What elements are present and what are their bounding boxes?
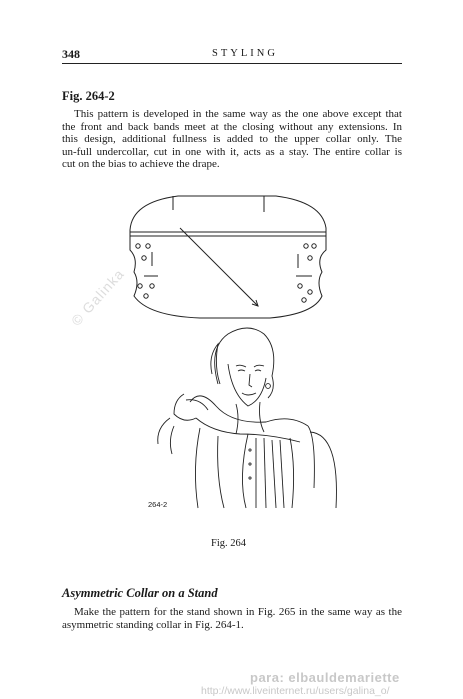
footer-watermark-brand: para: elbauldemariette	[250, 670, 400, 685]
section-title: Asymmetric Collar on a Stand	[62, 586, 218, 600]
running-head: STYLING	[212, 48, 278, 59]
fig-264-2-paragraph	[62, 108, 402, 171]
paragraph-line: the front and back bands meet at the closing without any extensions. In	[62, 120, 402, 133]
fig-264-2-heading: Fig. 264-2	[62, 89, 115, 103]
page-number: 348	[62, 47, 80, 61]
collar-illustration	[100, 188, 360, 518]
figure-caption: Fig. 264	[211, 538, 247, 549]
paragraph-line: Make the pattern for the stand shown in Fig. 265 in the same way as the	[74, 606, 402, 618]
paragraph-line: This pattern is developed in the same way as the one above except that	[74, 108, 402, 120]
footer-watermark-url: http://www.liveinternet.ru/users/galina_o/	[201, 685, 390, 697]
collar-pattern-drawing	[130, 196, 326, 318]
diagonal-watermark: © Galinka	[68, 265, 128, 329]
asymmetric-paragraph	[62, 606, 402, 631]
figure-label: 264-2	[148, 500, 168, 509]
paragraph-line: un-full undercollar, cut in one with it, acts as a stay. The entire collar is	[62, 145, 402, 158]
header-rule	[62, 63, 402, 64]
paragraph-line: this design, additional fullness is added to the upper collar only. The	[62, 133, 402, 146]
paragraph-line: cut on the bias to achieve the drape.	[62, 158, 220, 171]
model-figure-drawing	[158, 328, 337, 508]
paragraph-line: asymmetric standing collar in Fig. 264-1.	[62, 618, 244, 631]
